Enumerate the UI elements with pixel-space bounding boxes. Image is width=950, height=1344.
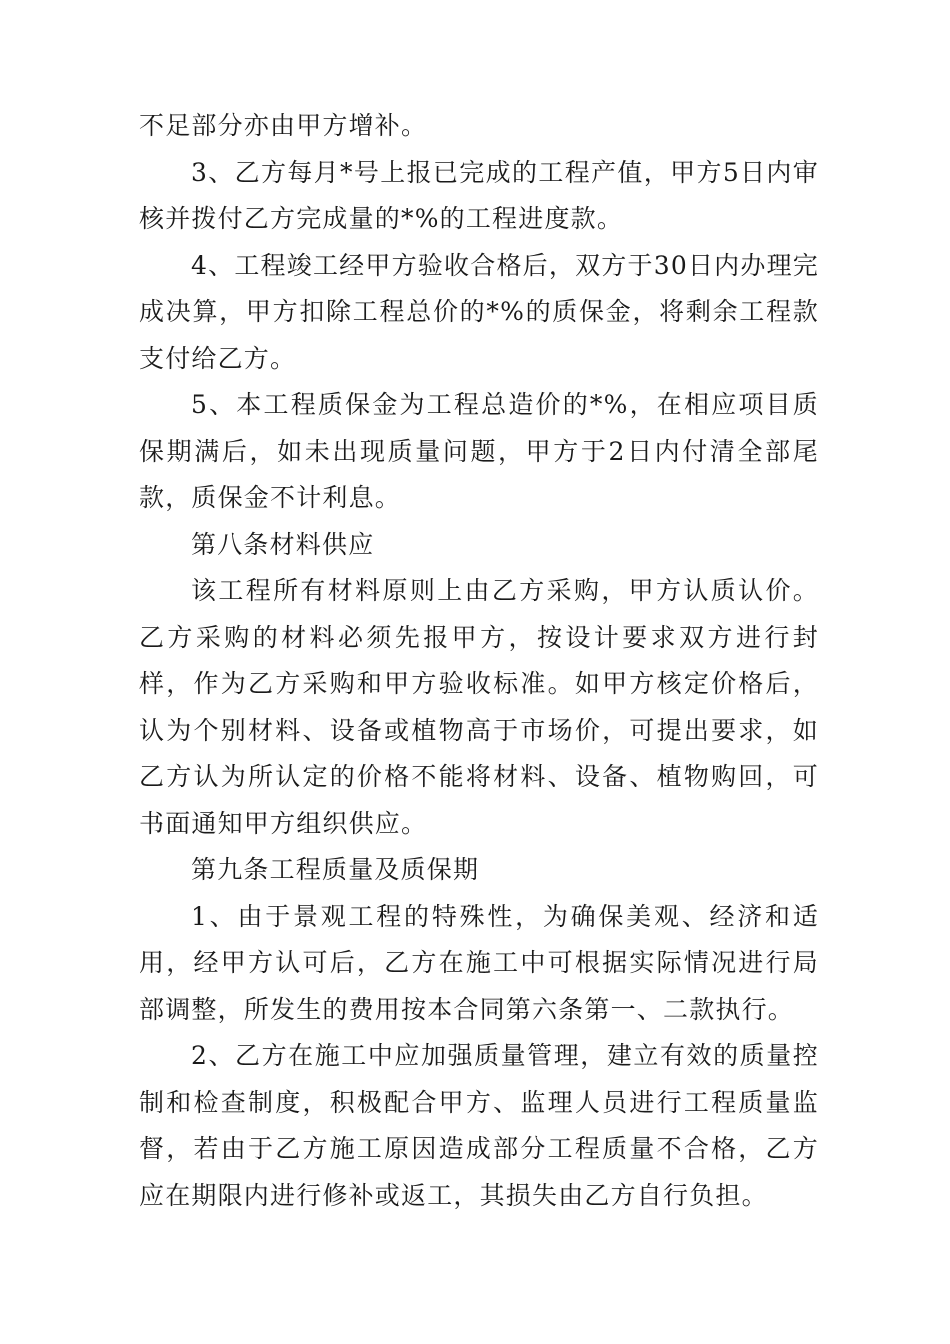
paragraph-item-5: 5、本工程质保金为工程总造价的*%，在相应项目质保期满后，如未出现质量问题，甲方于2日内付清全部尾款，质保金不计利息。 xyxy=(139,390,819,512)
paragraph-item-3: 3、乙方每月*号上报已完成的工程产值，甲方5日内审核并拨付乙方完成量的*%的工程进度款。 xyxy=(139,157,819,233)
paragraph-quality-item-2: 2、乙方在施工中应加强质量管理，建立有效的质量控制和检查制度，积极配合甲方、监理人员进行工程质量监督，若由于乙方施工原因造成部分工程质量不合格，乙方应在期限内进行修补或返工，其损失由乙方自行负担。 xyxy=(139,1041,819,1210)
section-heading-article-8: 第八条材料供应 xyxy=(191,529,375,559)
paragraph-item-4: 4、工程竣工经甲方验收合格后，双方于30日内办理完成决算，甲方扣除工程总价的*%的质保金，将剩余工程款支付给乙方。 xyxy=(139,250,819,373)
paragraph-continuation: 不足部分亦由甲方增补。 xyxy=(139,111,428,140)
document-body xyxy=(139,103,819,1219)
paragraph-quality-item-1: 1、由于景观工程的特殊性，为确保美观、经济和适用，经甲方认可后，乙方在施工中可根据实际情况进行局部调整，所发生的费用按本合同第六条第一、二款执行。 xyxy=(139,901,819,1024)
section-heading-article-9: 第九条工程质量及质保期 xyxy=(191,855,480,884)
paragraph-material-supply: 该工程所有材料原则上由乙方采购，甲方认质认价。乙方采购的材料必须先报甲方，按设计要求双方进行封样，作为乙方采购和甲方验收标准。如甲方核定价格后，认为个别材料、设备或植物高于市场价，可提出要求，如乙方认为所认定的价格不能将材料、设备、植物购回，可书面通知甲方组织供应。 xyxy=(139,576,819,838)
